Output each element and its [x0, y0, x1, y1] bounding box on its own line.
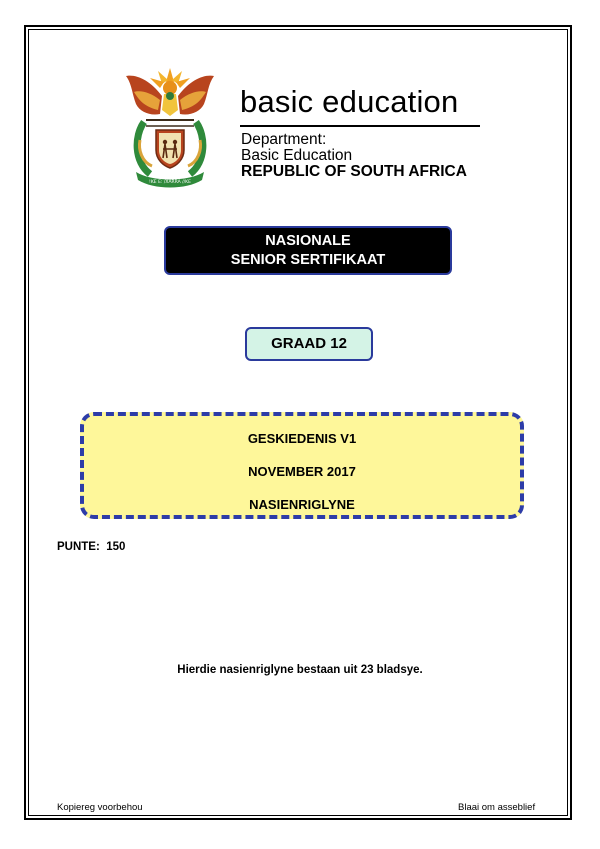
crest-motto: !KE E: /XARRA //KE [149, 180, 191, 185]
exam-banner [164, 226, 452, 275]
republic-label: REPUBLIC OF SOUTH AFRICA [241, 163, 467, 180]
copyright-footer: Kopiereg voorbehou [57, 802, 143, 813]
exam-session: NOVEMBER 2017 [248, 464, 356, 479]
subject-title: GESKIEDENIS V1 [247, 431, 357, 446]
coat-of-arms-icon [122, 66, 218, 190]
turn-over-footer: Blaai om asseblief [458, 802, 536, 813]
department-name: Basic Education [241, 147, 353, 164]
document-type: NASIENRIGLYNE [249, 497, 355, 512]
brand-divider [240, 125, 480, 127]
page-count-note: Hierdie nasienriglyne bestaan uit 23 bladsye. [177, 664, 423, 676]
exam-banner-line1: NASIONALE [265, 232, 351, 249]
grade-badge: GRAAD 12 [245, 327, 373, 361]
exam-banner-line2: SENIOR SERTIFIKAAT [230, 251, 386, 268]
department-label: Department: [241, 131, 327, 148]
brand-title: basic education [240, 84, 459, 119]
total-marks: PUNTE: 150 [57, 541, 126, 553]
subject-panel [80, 412, 524, 519]
